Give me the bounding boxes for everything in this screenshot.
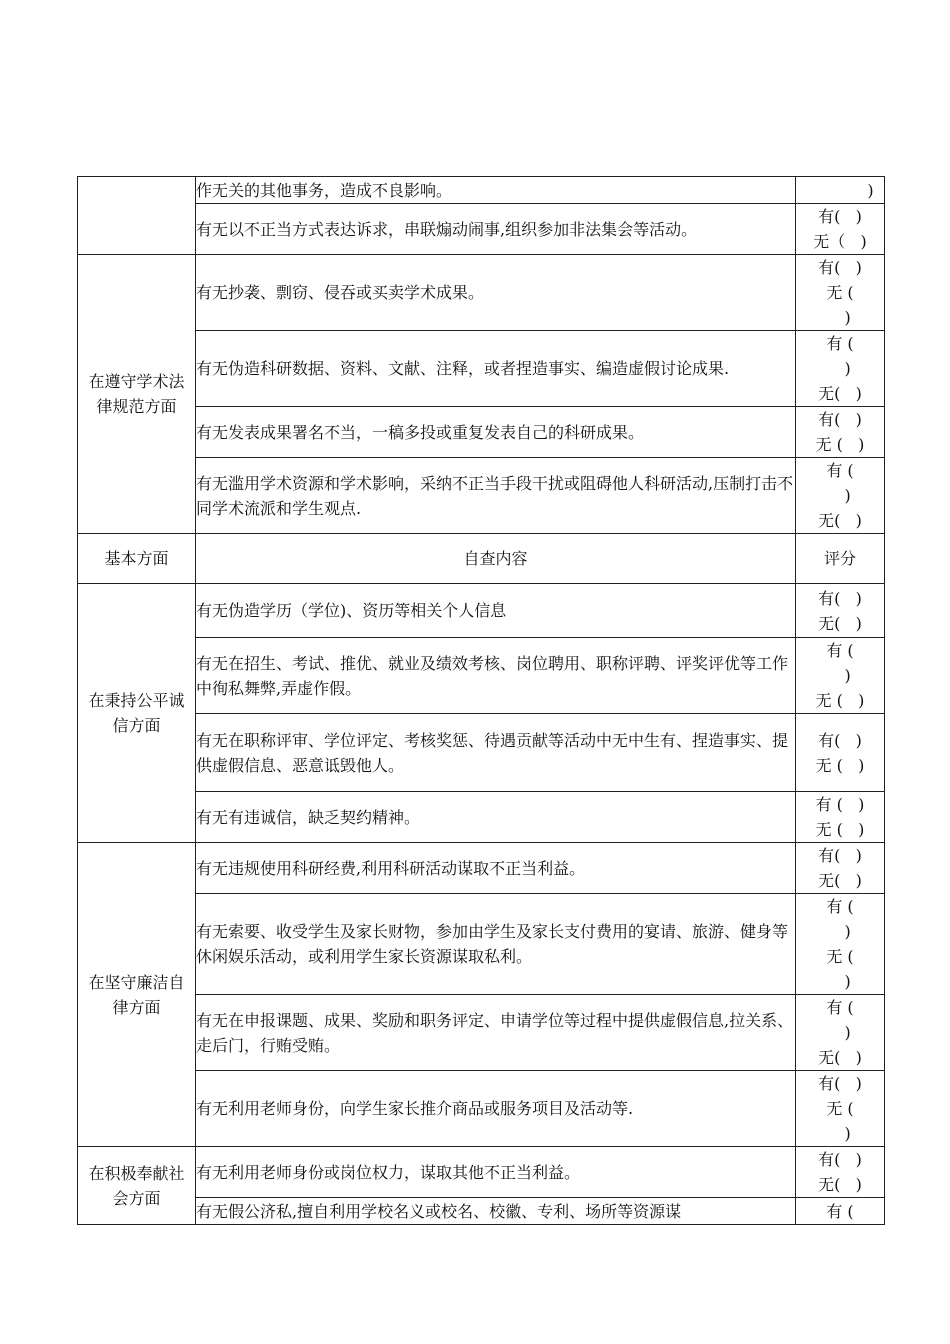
score-cell xyxy=(796,584,885,638)
table-row xyxy=(78,331,885,407)
content-cell: 有无在招生、考试、推优、就业及绩效考核、岗位聘用、职称评聘、评奖评优等工作中徇私舞弊,弄虚作假。 xyxy=(196,638,796,714)
score-mark: ) xyxy=(829,308,851,327)
header-score: 评分 xyxy=(796,534,885,584)
score-mark: 无 ( ) xyxy=(815,755,865,775)
content-cell: 有无违规使用科研经费,利用科研活动谋取不正当利益。 xyxy=(196,843,796,894)
score-mark: 无( ) xyxy=(818,384,862,403)
score-mark: 无 ( ) xyxy=(815,820,865,839)
self-check-table xyxy=(77,176,885,1225)
score-mark: 无 ( xyxy=(826,1099,854,1118)
score-cell xyxy=(796,1071,885,1147)
score-cell xyxy=(796,995,885,1071)
table-row xyxy=(78,995,885,1071)
score-mark: 无（ ) xyxy=(813,232,867,251)
content-cell: 有无索要、收受学生及家长财物，参加由学生及家长支付费用的宴请、旅游、健身等休闲娱乐活动，或利用学生家长资源谋取私利。 xyxy=(196,894,796,995)
score-mark: 无 ( xyxy=(826,283,854,302)
score-mark: 有 ( xyxy=(826,641,854,660)
score-mark: ) xyxy=(829,972,851,991)
table-row xyxy=(78,894,885,995)
content-cell: 有无伪造科研数据、资料、文献、注释，或者捏造事实、编造虚假讨论成果. xyxy=(196,331,796,407)
table-header-row xyxy=(78,534,885,584)
score-mark: 有 ( xyxy=(826,998,854,1017)
score-mark: 有( ) xyxy=(818,1150,862,1169)
score-mark: 有 ( xyxy=(826,897,854,916)
score-mark: 无 ( xyxy=(826,947,854,966)
score-mark: 无 ( ) xyxy=(815,691,865,710)
content-cell: 有无伪造学历（学位)、资历等相关个人信息 xyxy=(196,584,796,638)
score-mark: 有 ( xyxy=(826,334,854,353)
score-cell xyxy=(796,894,885,995)
score-mark: ) xyxy=(829,922,851,941)
score-cell xyxy=(796,177,885,204)
score-mark: 有( ) xyxy=(818,730,862,750)
content-cell: 有无利用老师身份或岗位权力，谋取其他不正当利益。 xyxy=(196,1147,796,1198)
score-mark: ) xyxy=(829,1124,851,1143)
score-mark: 有( ) xyxy=(818,846,862,865)
content-cell: 有无抄袭、剽窃、侵吞或买卖学术成果。 xyxy=(196,255,796,331)
score-mark: 有( ) xyxy=(818,588,862,608)
score-mark: ) xyxy=(829,359,851,378)
table-row xyxy=(78,584,885,638)
table-row xyxy=(78,1198,885,1225)
content-cell: 有无有违诚信，缺乏契约精神。 xyxy=(196,792,796,843)
header-category: 基本方面 xyxy=(78,534,196,584)
table-row xyxy=(78,255,885,331)
table-row xyxy=(78,1147,885,1198)
score-cell xyxy=(796,714,885,792)
content-cell: 作无关的其他事务，造成不良影响。 xyxy=(196,177,796,204)
score-cell xyxy=(796,792,885,843)
score-mark: 无 ( ) xyxy=(815,435,865,454)
table-row xyxy=(78,843,885,894)
score-mark: 有( ) xyxy=(818,1074,862,1093)
content-cell: 有无发表成果署名不当，一稿多投或重复发表自己的科研成果。 xyxy=(196,407,796,458)
category-honesty: 在坚守廉洁自律方面 xyxy=(78,843,196,1147)
score-mark: 无( ) xyxy=(818,1175,862,1194)
score-cell xyxy=(796,458,885,534)
content-cell: 有无以不正当方式表达诉求，串联煽动闹事,组织参加非法集会等活动。 xyxy=(196,204,796,255)
score-mark: 有 ( xyxy=(826,1201,854,1221)
score-cell xyxy=(796,1147,885,1198)
table-row xyxy=(78,638,885,714)
table-row xyxy=(78,177,885,204)
table-row xyxy=(78,1071,885,1147)
table-row xyxy=(78,792,885,843)
content-cell: 有无在职称评审、学位评定、考核奖惩、待遇贡献等活动中无中生有、捏造事实、提供虚假信息、恶意诋毁他人。 xyxy=(196,714,796,792)
score-cell xyxy=(796,204,885,255)
score-mark: ) xyxy=(829,1023,851,1042)
table-row xyxy=(78,714,885,792)
score-cell xyxy=(796,331,885,407)
category-cell-empty xyxy=(78,177,196,255)
score-mark: ) xyxy=(806,180,874,200)
table-row xyxy=(78,407,885,458)
score-mark: 无( ) xyxy=(818,871,862,890)
category-society: 在积极奉献社会方面 xyxy=(78,1147,196,1225)
header-content: 自查内容 xyxy=(196,534,796,584)
score-mark: 有 ( ) xyxy=(815,795,865,814)
score-mark: ) xyxy=(829,486,851,505)
content-cell: 有无在申报课题、成果、奖励和职务评定、申请学位等过程中提供虚假信息,拉关系、走后门，行贿受贿。 xyxy=(196,995,796,1071)
score-cell xyxy=(796,638,885,714)
score-mark: 无( ) xyxy=(818,1048,862,1067)
table-row xyxy=(78,458,885,534)
score-mark: 有( ) xyxy=(818,207,862,226)
table-row xyxy=(78,204,885,255)
content-cell: 有无假公济私,擅自利用学校名义或校名、校徽、专利、场所等资源谋 xyxy=(196,1198,796,1225)
score-mark: 有( ) xyxy=(818,258,862,277)
content-cell: 有无滥用学术资源和学术影响，采纳不正当手段干扰或阻碍他人科研活动,压制打击不同学术流派和学生观点. xyxy=(196,458,796,534)
score-mark: 有 ( xyxy=(826,461,854,480)
score-mark: ) xyxy=(829,666,851,685)
content-cell: 有无利用老师身份，向学生家长推介商品或服务项目及活动等. xyxy=(196,1071,796,1147)
score-mark: 有( ) xyxy=(818,410,862,429)
score-cell xyxy=(796,407,885,458)
category-academic: 在遵守学术法律规范方面 xyxy=(78,255,196,534)
score-cell xyxy=(796,255,885,331)
category-integrity: 在秉持公平诚信方面 xyxy=(78,584,196,843)
score-mark: 无( ) xyxy=(818,613,862,633)
score-cell xyxy=(796,1198,885,1225)
score-cell xyxy=(796,843,885,894)
score-mark: 无( ) xyxy=(818,511,862,530)
